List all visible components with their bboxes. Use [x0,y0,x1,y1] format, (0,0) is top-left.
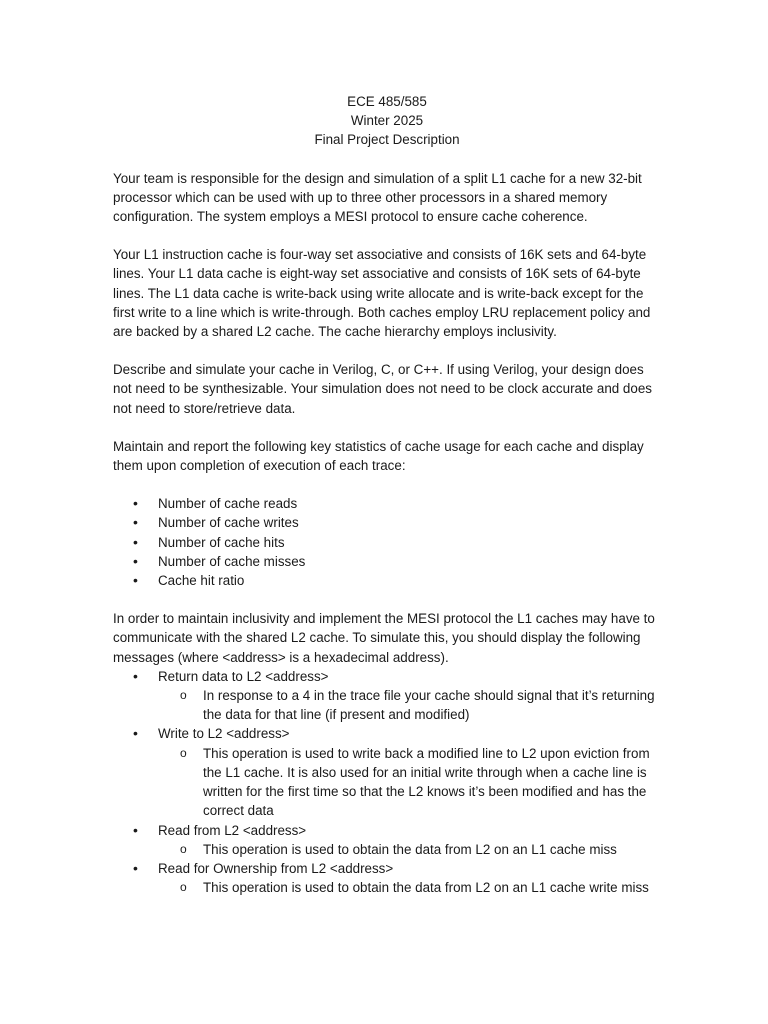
sub-list [158,744,661,821]
message-label: Write to L2 <address> [158,726,290,742]
list-item [113,821,661,859]
list-item: • Number of cache reads [113,494,661,513]
list-item: • Cache hit ratio [113,571,661,590]
message-label: Return data to L2 <address> [158,668,329,684]
paragraph-cache-spec: Your L1 instruction cache is four-way set associative and consists of 16K sets and 64-byte lines. Your L1 data cache is eight-way set associative and consists of 16K sets of 64-byte lines. The L1 data cache is write-back using write allocate and is write-back except for the first write to a line which is write-through. Both caches employ LRU replacement policy and are backed by a shared L2 cache. The cache hierarchy employs inclusivity. [113,247,651,340]
sub-list-item: o This operation is used to obtain the data from L2 on an L1 cache miss [158,840,661,859]
course-code: ECE 485/585 [347,94,427,109]
statistics-list [113,494,661,590]
document-title: Final Project Description [314,132,460,148]
sub-list [158,840,661,859]
list-item: • Number of cache hits [113,533,661,552]
paragraph-messages-intro: In order to maintain inclusivity and implement the MESI protocol the L1 caches may have to communicate with the shared L2 cache. To simulate this, you should display the following messages (where <address> is a hexadecimal address). [113,611,655,665]
paragraph-overview: Your team is responsible for the design and simulation of a split L1 cache for a new 32-bit processor which can be used with up to three other processors in a shared memory configuration. The system employs a MESI protocol to ensure cache coherence. [113,170,642,225]
message-label: Read from L2 <address> [158,822,307,838]
list-item: • Number of cache misses [113,552,661,571]
list-item: • Number of cache writes [113,513,661,532]
sub-list-item: o In response to a 4 in the trace file your cache should signal that it’s returning the data for that line (if present and modified) [158,686,661,724]
list-item [113,724,661,820]
document-page [113,92,661,897]
sub-list-item: o This operation is used to write back a modified line to L2 upon eviction from the L1 cache. It is also used for an initial write through when a cache line is written for the first time so that the L2 knows it’s been modified and has the correct data [158,744,661,821]
document-header [113,92,661,150]
term: Winter 2025 [350,113,424,129]
list-item [113,859,661,897]
sub-list [158,878,661,897]
message-label: Read for Ownership from L2 <address> [158,860,394,876]
messages-list [113,667,661,897]
paragraph-simulation: Describe and simulate your cache in Verilog, C, or C++. If using Verilog, your design does not need to be synthesizable. Your simulation does not need to be clock accurate and does not need to store/retrieve data. [113,362,652,416]
list-item [113,667,661,725]
sub-list [158,686,661,724]
sub-list-item: o This operation is used to obtain the data from L2 on an L1 cache write miss [158,878,661,897]
paragraph-statistics-intro: Maintain and report the following key statistics of cache usage for each cache and display them upon completion of execution of each trace: [113,438,644,474]
